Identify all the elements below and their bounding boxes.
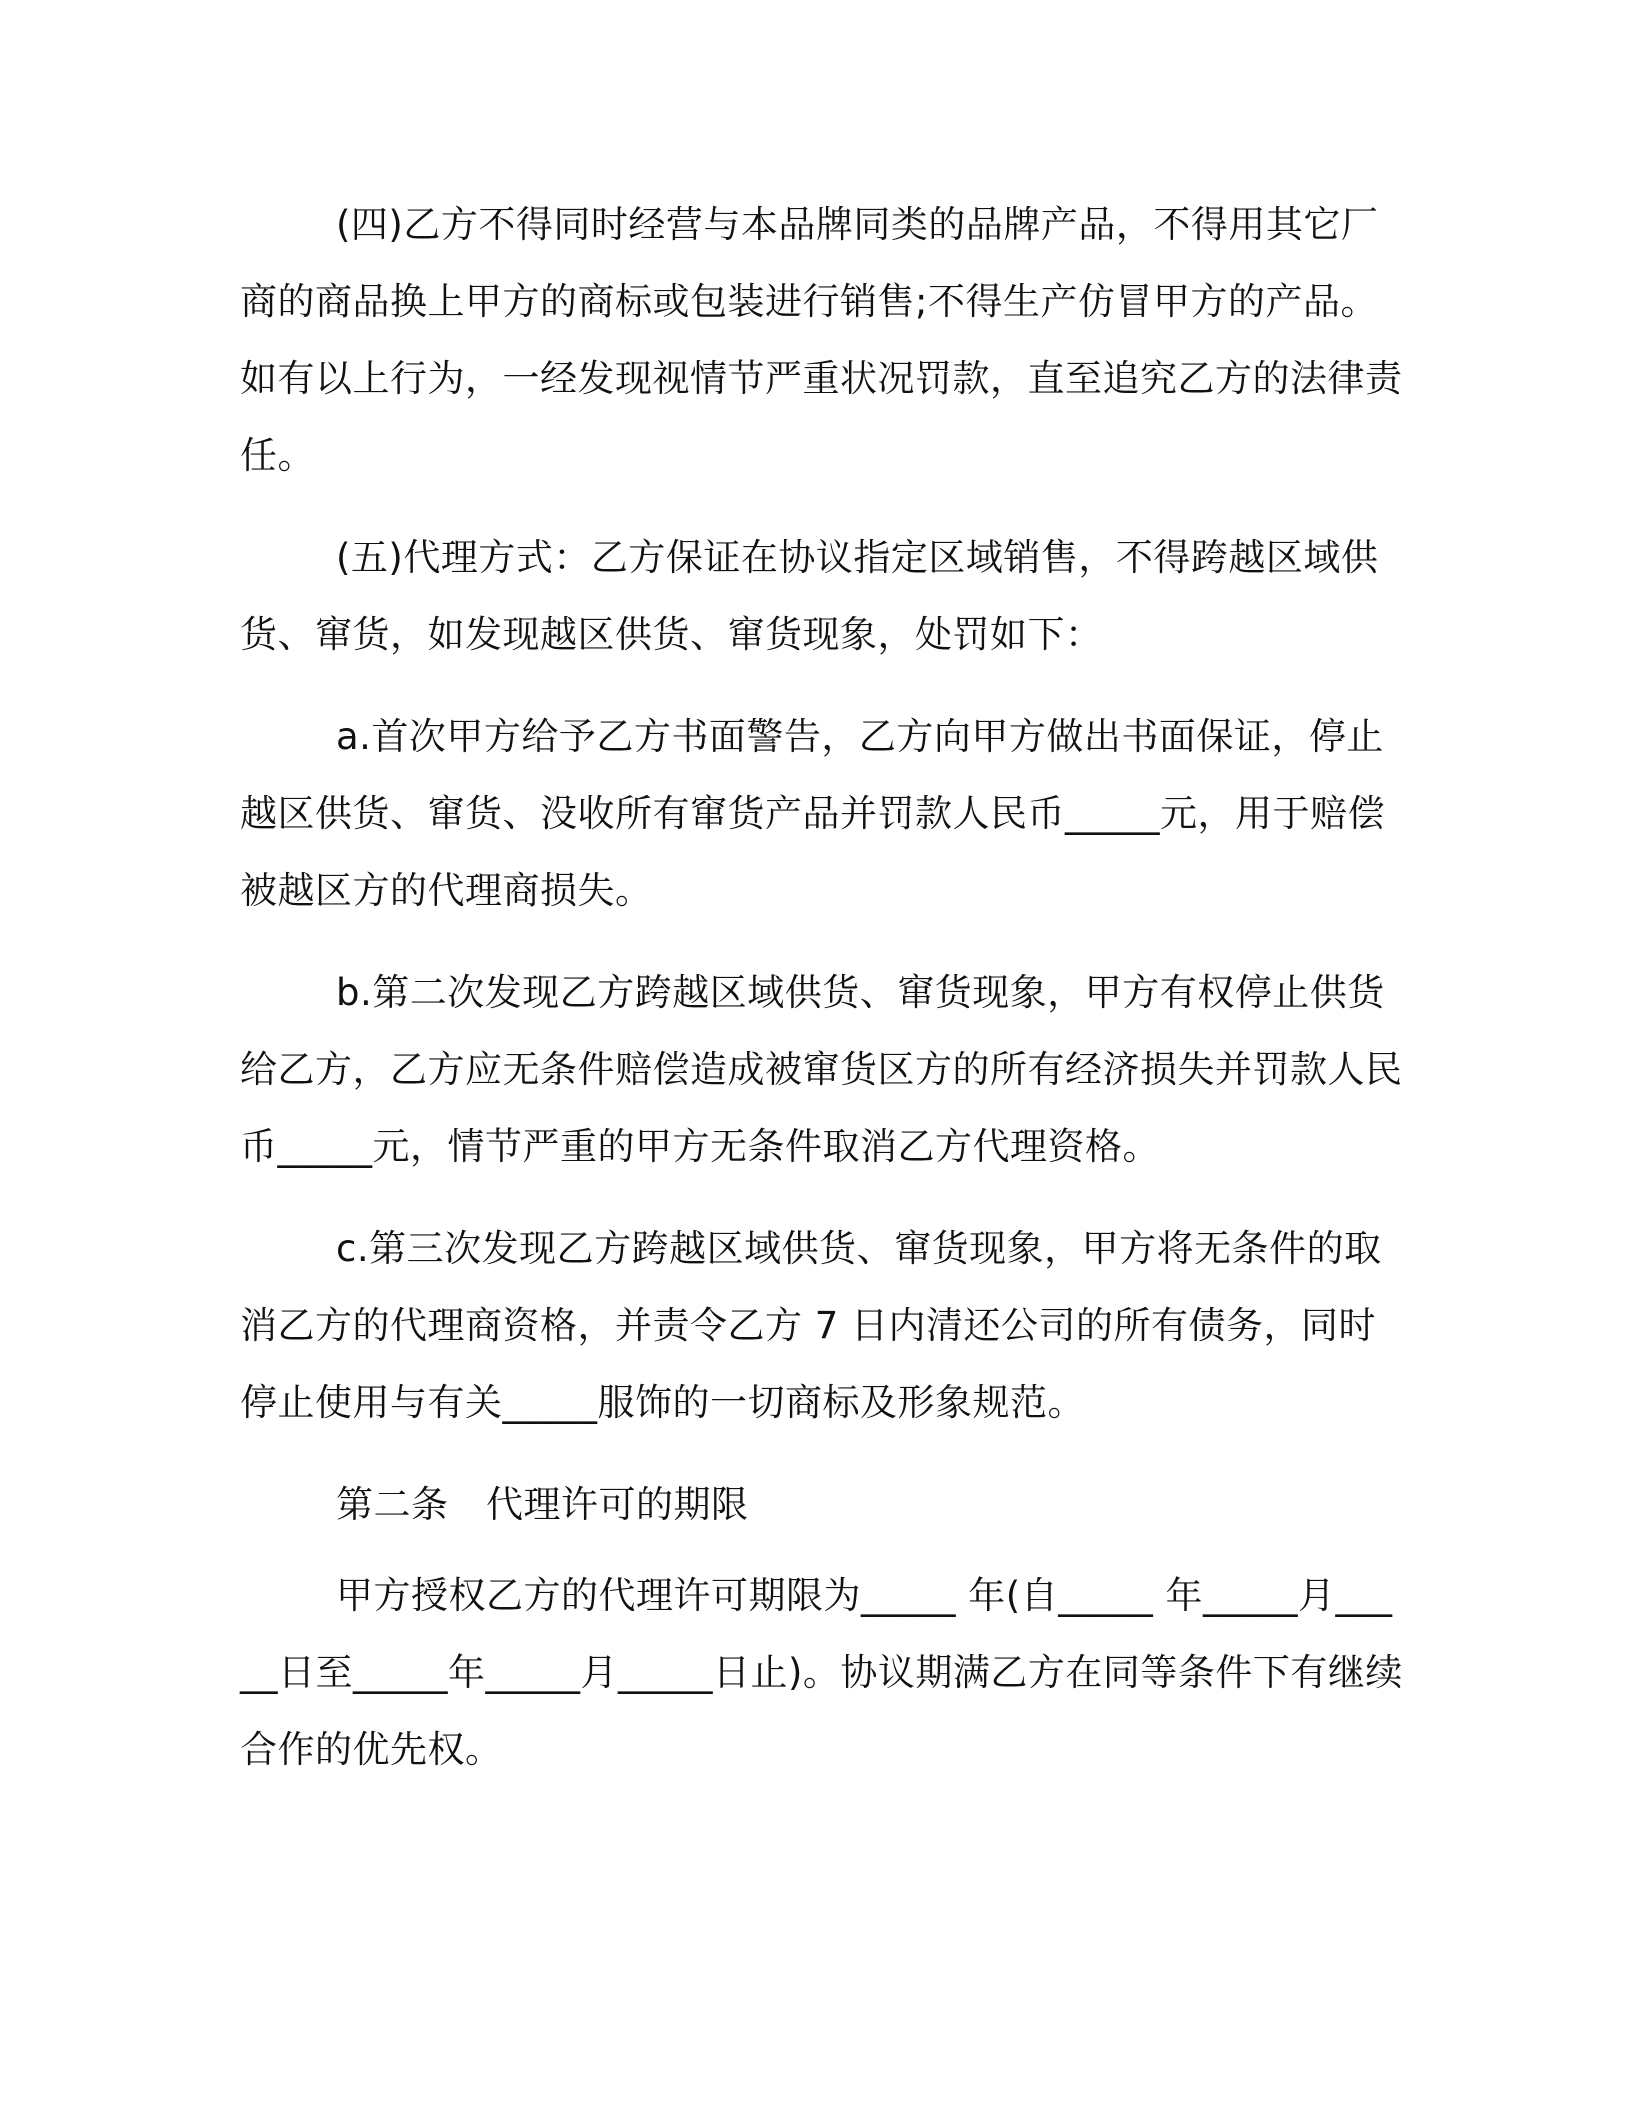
paragraph-clause-5: (五)代理方式：乙方保证在协议指定区域销售，不得跨越区域供货、窜货，如发现越区供货、窜货现象，处罚如下： bbox=[240, 536, 1379, 656]
paragraph-penalty-b: b.第二次发现乙方跨越区域供货、窜货现象，甲方有权停止供货给乙方，乙方应无条件赔偿造成被窜货区方的所有经济损失并罚款人民币_____元，情节严重的甲方无条件取消乙方代理资格。 bbox=[240, 971, 1403, 1168]
paragraph-license-term: 甲方授权乙方的代理许可期限为_____ 年(自_____ 年_____月_____日至_____年_____月_____日止)。协议期满乙方在同等条件下有继续合作的优先权。 bbox=[240, 1574, 1403, 1771]
document-page bbox=[240, 186, 1410, 1813]
paragraph-penalty-a: a.首次甲方给予乙方书面警告，乙方向甲方做出书面保证，停止越区供货、窜货、没收所有窜货产品并罚款人民币_____元，用于赔偿被越区方的代理商损失。 bbox=[240, 715, 1385, 912]
paragraph-penalty-c: c.第三次发现乙方跨越区域供货、窜货现象，甲方将无条件的取消乙方的代理商资格，并责令乙方 7 日内清还公司的所有债务，同时停止使用与有关_____服饰的一切商标及形象规范。 bbox=[240, 1227, 1382, 1424]
article-heading: 第二条 代理许可的期限 bbox=[336, 1483, 749, 1526]
paragraph-clause-4: (四)乙方不得同时经营与本品牌同类的品牌产品，不得用其它厂商的商品换上甲方的商标或包装进行销售;不得生产仿冒甲方的产品。如有以上行为，一经发现视情节严重状况罚款，直至追究乙方的法律责任。 bbox=[240, 203, 1403, 477]
